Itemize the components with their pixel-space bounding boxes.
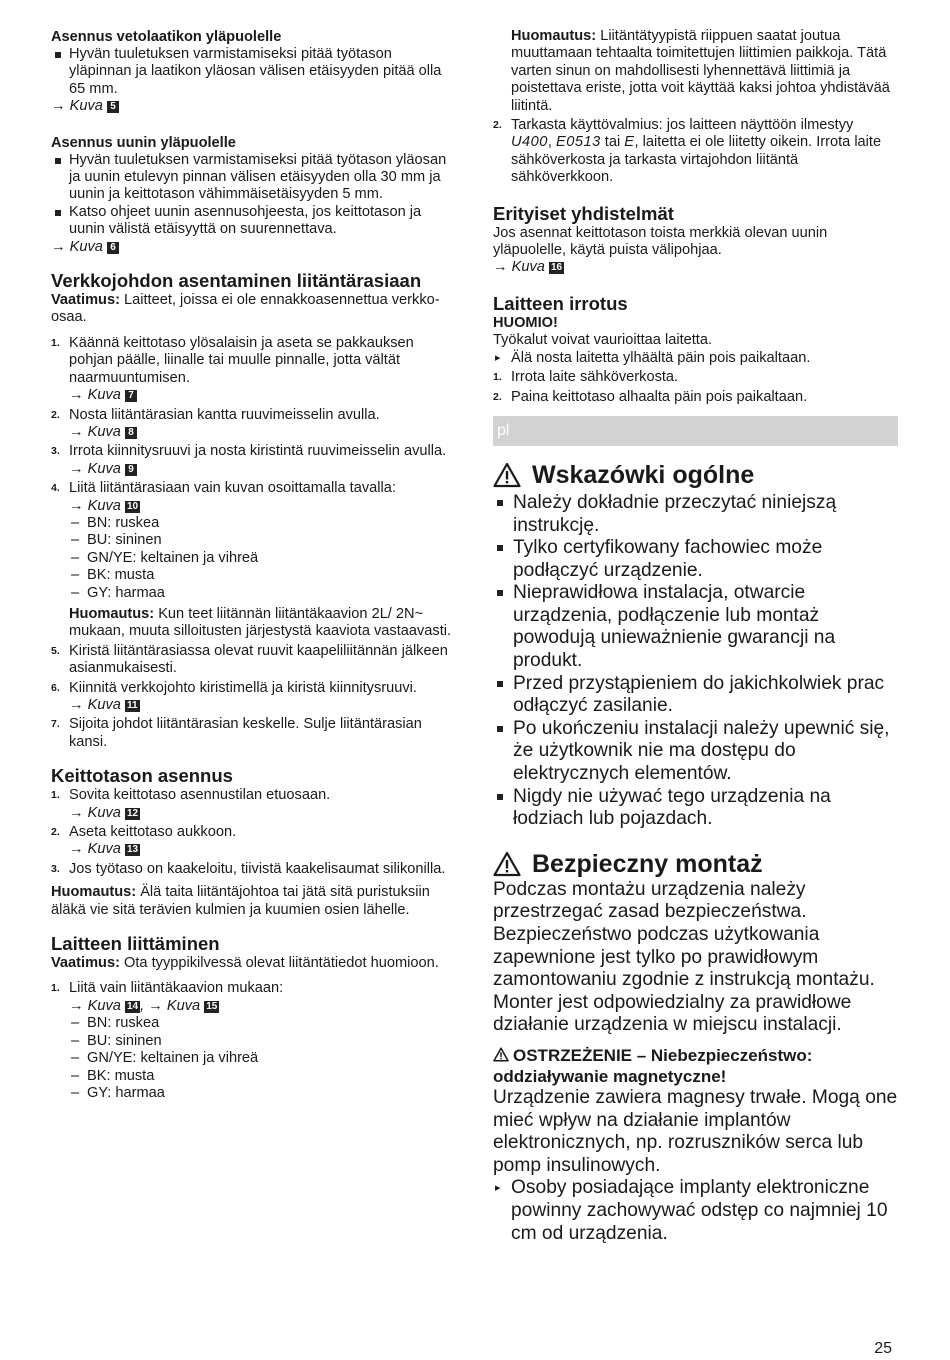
left-column (51, 28, 456, 1102)
notice-label: HUOMIO! (493, 314, 558, 331)
figure-number: 11 (126, 700, 138, 711)
step-text: Kiristä liitäntärasiassa olevat ruuvit kaapeliliitännän jälkeen asianmukaisesti. (69, 642, 448, 677)
step-text: Nosta liitäntärasian kantta ruuvimeisselin avulla. (69, 406, 380, 423)
figure-ref-text: → Kuva (51, 98, 103, 115)
figure-number: 14 (126, 1000, 139, 1012)
section-title: Asennus uunin yläpuolelle (51, 134, 236, 151)
list-item: Nigdy nie używać tego urządzenia na łodziach lub pojazdach. (493, 786, 898, 831)
section-heading (493, 849, 898, 879)
figure-ref-text: → Kuva (69, 387, 121, 404)
wire-item: – BN: ruskea (69, 1015, 456, 1032)
step-text: tai (604, 134, 621, 151)
step-text: Irrota laite sähköverkosta. (511, 369, 679, 386)
step-item (51, 716, 456, 751)
section-title: Asennus vetolaatikon yläpuolelle (51, 29, 282, 45)
step-item (51, 407, 456, 442)
note-label: Huomautus: (69, 605, 155, 622)
wire-item: – BN: ruskea (69, 515, 456, 532)
step-item (493, 117, 898, 187)
step-number: 7. (51, 718, 60, 731)
step-number: 6. (51, 681, 60, 694)
step-number: 4. (51, 482, 60, 495)
wire-item: – BU: sininen (69, 1033, 456, 1050)
figure-number: 12 (126, 807, 139, 819)
list-item: Tylko certyfikowany fachowiec może podłączyć urządzenie. (493, 537, 898, 582)
display-code: U400 (511, 134, 548, 151)
bullet-list (51, 152, 456, 239)
warning-heading (493, 1045, 898, 1087)
wire-item: – BK: musta (69, 1068, 456, 1085)
action-list (493, 1177, 898, 1245)
figure-ref (51, 98, 456, 115)
step-text: Sijoita johdot liitäntärasian keskelle. Sulje liitäntärasian kansi. (69, 716, 422, 750)
step-number: 5. (51, 644, 60, 657)
step-item (51, 480, 456, 641)
step-text: Paina keittotaso alhaalta päin pois paikaltaan. (511, 388, 808, 405)
step-item (51, 824, 456, 859)
figure-ref (51, 239, 456, 256)
step-text: Liitä vain liitäntäkaavion mukaan: (69, 980, 284, 997)
step-text: , (547, 134, 552, 151)
step-number: 2. (493, 119, 502, 132)
section-heading: Verkkojohdon asentaminen liitäntärasiaan (51, 270, 422, 292)
bullet-list (493, 492, 898, 831)
figure-ref-text: → Kuva (69, 841, 121, 858)
step-item (493, 369, 898, 386)
figure-ref-text: → Kuva (493, 259, 545, 276)
step-text: Irrota kiinnitysruuvi ja nosta kiristintä ruuvimeisselin avulla. (69, 443, 447, 460)
wire-item: – GN/YE: keltainen ja vihreä (69, 1050, 456, 1067)
requirement-label: Vaatimus: (51, 292, 120, 309)
step-item (51, 861, 456, 878)
step-text: Aseta keittotaso aukkoon. (69, 824, 237, 841)
paragraph: Podczas montażu urządzenia należy przestrzegać zasad bezpieczeństwa. Bezpieczeństwo podczas użytkowania zapewnione jest tylko po prawidłowym zamontowaniu zgodnie z instrukcją montażu. Monter jest odpowiedzialny za prawidłowe działanie urządzenia w miejscu instalacji. (493, 878, 875, 1036)
warning-triangle-icon (493, 1047, 509, 1062)
figure-number: 15 (206, 1000, 218, 1012)
requirement-text: Laitteet, joissa ei ole ennakkoasennettua verkko-osaa. (51, 292, 440, 326)
figure-ref-text: → Kuva (69, 423, 121, 440)
paragraph: Jos asennat keittotason toista merkkiä olevan uunin yläpuolelle, käytä puista välipohjaa. (493, 224, 828, 259)
list-item: Należy dokładnie przeczytać niniejszą instrukcję. (493, 492, 898, 537)
step-text: Kiinnitä verkkojohto kiristimellä ja kiristä kiinnitysruuvi. (69, 679, 417, 696)
step-number: 3. (51, 445, 60, 458)
note (69, 606, 456, 641)
page-number: 25 (874, 1340, 892, 1357)
step-number: 2. (51, 408, 60, 421)
step-item (51, 787, 456, 822)
list-item: Hyvän tuuletuksen varmistamiseksi pitää työtason yläpinnan ja laatikon yläosan välisen etäisyyden pitää olla 65 mm. (51, 46, 456, 98)
figure-number: 7 (125, 390, 137, 402)
figure-ref-text: → Kuva (69, 697, 121, 713)
section-heading: Erityiset yhdistelmät (493, 202, 674, 224)
list-item: Katso ohjeet uunin asennusohjeesta, jos keittotason ja uunin välistä etäisyyttä on suurennettava. (51, 204, 456, 239)
section-heading: Laitteen liittäminen (51, 933, 220, 955)
note (493, 28, 898, 115)
wire-item: – GY: harmaa (69, 585, 456, 602)
heading-text: Bezpieczny montaż (532, 849, 763, 878)
step-text: , laitetta ei ole liitetty oikein. Irrota laite sähköverkosta ja tarkasta virtajohdon liitäntä sähköverkkoon. (511, 134, 882, 186)
step-text: Liitä liitäntärasiaan vain kuvan osoittamalla tavalla: (69, 480, 396, 497)
display-code: E (624, 134, 635, 151)
action-list (493, 350, 898, 367)
figure-ref-text: → Kuva (69, 497, 121, 514)
steps-list (493, 369, 898, 406)
requirement (51, 292, 456, 327)
wire-list (69, 515, 456, 602)
figure-number: 6 (107, 242, 119, 254)
step-item (51, 980, 456, 1102)
figure-number: 5 (107, 101, 119, 113)
step-number: 1. (51, 336, 60, 349)
language-bar: pl (493, 416, 898, 446)
figure-number: 9 (125, 464, 137, 476)
step-item (51, 335, 456, 405)
list-item: Po ukończeniu instalacji należy upewnić się, że użytkownik nie ma dostępu do elektrycznych elementów. (493, 718, 898, 786)
bullet-list (51, 46, 456, 98)
warning-title: OSTRZEŻENIE – Niebezpieczeństwo: oddziaływanie magnetyczne! (493, 1045, 813, 1086)
steps-list (51, 980, 456, 1102)
heading-text: Wskazówki ogólne (532, 460, 755, 489)
figure-ref-text: → Kuva (69, 804, 121, 821)
requirement (51, 955, 456, 972)
paragraph: Työkalut voivat vaurioittaa laitetta. (493, 332, 713, 349)
action-item: ▸ Osoby posiadające implanty elektroniczne powinny zachowywać odstęp co najmniej 10 cm od urządzenia. (493, 1177, 898, 1245)
right-column (493, 28, 898, 1245)
step-text: Jos työtaso on kaakeloitu, tiivistä kaakelisaumat silikonilla. (69, 860, 446, 877)
wire-item: – GN/YE: keltainen ja vihreä (69, 550, 456, 567)
step-number: 2. (51, 826, 60, 839)
display-code: E0513 (556, 134, 601, 151)
step-number: 1. (493, 371, 502, 384)
steps-list (51, 787, 456, 878)
steps-list (493, 117, 898, 187)
section-heading: Laitteen irrotus (493, 292, 628, 314)
figure-ref (493, 259, 898, 276)
step-item (51, 643, 456, 678)
wire-item: – BK: musta (69, 567, 456, 584)
wire-item: – GY: harmaa (69, 1085, 456, 1102)
paragraph: Urządzenie zawiera magnesy trwałe. Mogą one mieć wpływ na działanie implantów elektronicznych, np. rozruszników serca lub pomp insulinowych. (493, 1086, 898, 1176)
note-label: Huomautus: (511, 28, 597, 44)
step-number: 3. (51, 862, 60, 875)
action-item: ▸ Älä nosta laitetta ylhäältä päin pois paikaltaan. (493, 350, 898, 367)
requirement-label: Vaatimus: (51, 955, 120, 972)
figure-number: 16 (550, 262, 563, 274)
figure-ref-text: → Kuva (51, 238, 103, 255)
step-item (51, 443, 456, 478)
step-number: 2. (493, 390, 502, 403)
figure-number: 8 (125, 427, 137, 439)
warning-triangle-icon (493, 462, 521, 488)
general-notes (493, 492, 898, 831)
wire-list (69, 1015, 456, 1102)
list-item: Nieprawidłowa instalacja, otwarcie urządzenia, podłączenie lub montaż powodują unieważnienie gwarancji na produkt. (493, 582, 898, 672)
note-text: Älä taita liitäntäjohtoa tai jätä sitä puristuksiin äläkä vie sitä terävien kulmien ja kuumien osien lähelle. (51, 884, 430, 918)
wire-item: – BU: sininen (69, 532, 456, 549)
step-item (493, 389, 898, 406)
warning-triangle-icon (493, 851, 521, 877)
requirement-text: Ota tyyppikilvessä olevat liitäntätiedot huomioon. (124, 955, 439, 972)
step-text: Käännä keittotaso ylösalaisin ja aseta se pakkauksen pohjan päälle, liinalle tai muulle pinnalle, jotta vältät naarmuuntumisen. (69, 334, 414, 386)
list-item: Hyvän tuuletuksen varmistamiseksi pitää työtason yläosan ja uunin etulevyn pinnan välisen etäisyyden olla 30 mm ja uunin ja keittotason vähimmäisetäisyyden 5 mm. (51, 152, 456, 204)
section-heading: Keittotason asennus (51, 765, 233, 787)
figure-ref-text: → Kuva (69, 460, 121, 477)
note (51, 884, 456, 919)
step-text: Sovita keittotaso asennustilan etuosaan. (69, 787, 331, 804)
figure-number: 13 (126, 844, 139, 856)
figure-number: 10 (126, 500, 139, 512)
note-label: Huomautus: (51, 884, 137, 901)
step-text: Tarkasta käyttövalmius: jos laitteen näyttöön ilmestyy (511, 117, 854, 134)
step-number: 1. (51, 982, 60, 995)
note-text: Liitäntätyypistä riippuen saatat joutua muuttamaan tehtaalta toimitettujen liittimien paikkoja. Tätä varten sinun on mahdollisesti lyhennettävä liittimiä ja poistettava eriste, jotta voit käyttää kaksi johtoa yhdistävää liitintä. (511, 28, 890, 114)
steps-list (51, 335, 456, 751)
figure-ref-text: , → Kuva (140, 997, 201, 1014)
note-text: Kun teet liitännän liitäntäkaavion 2L/ 2N~ mukaan, muuta silloitusten järjestystä kaaviota vastaavasti. (69, 605, 452, 640)
figure-ref-text: → Kuva (69, 997, 121, 1014)
list-item: Przed przystąpieniem do jakichkolwiek prac odłączyć zasilanie. (493, 673, 898, 718)
section-heading (493, 460, 898, 490)
step-item (51, 680, 456, 715)
step-number: 1. (51, 789, 60, 802)
